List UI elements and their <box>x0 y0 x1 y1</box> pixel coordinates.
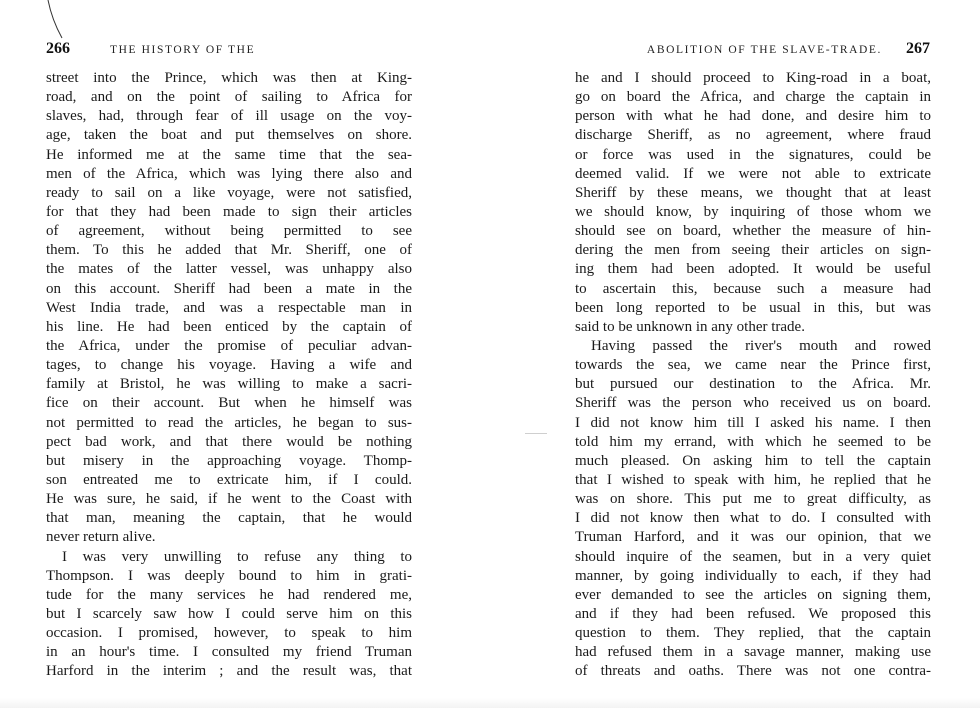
text-line: of threats and oaths. There was not one contra- <box>575 663 931 680</box>
pencil-mark <box>42 0 66 40</box>
text-line: ready to sail on a like voyage, were not satisfied, <box>46 184 412 201</box>
scan-edge <box>0 698 980 708</box>
running-head-left: THE HISTORY OF THE <box>110 44 256 56</box>
right-page <box>490 0 980 708</box>
left-page-header <box>46 40 412 60</box>
text-line: should inquire of the seamen, but in a very quiet <box>575 548 931 565</box>
text-line: tude for the many services he had rendered me, <box>46 586 412 603</box>
right-page-header <box>622 40 930 60</box>
text-line: dering the men from seeing their articles on sign- <box>575 242 931 259</box>
text-line: slaves, had, through fear of ill usage on the voy- <box>46 108 412 125</box>
text-line: the Africa, under the promise of peculiar advan- <box>46 337 412 354</box>
text-line: that I wished to speak with him, he replied that he <box>575 471 931 488</box>
text-line: in an hour's time. I consulted my friend Truman <box>46 644 412 661</box>
text-line: had refused them in a savage manner, making use <box>575 644 931 661</box>
running-head-right: ABOLITION OF THE SLAVE-TRADE. <box>646 44 882 56</box>
text-line: tages, to change his voyage. Having a wife and <box>46 357 412 374</box>
text-line: street into the Prince, which was then at King- <box>46 70 412 86</box>
text-line: I did not know him till I asked his name. I then <box>575 414 931 431</box>
text-line: said to be unknown in any other trade. <box>575 318 805 335</box>
text-line: been long reported to be usual in this, but was <box>575 299 931 316</box>
left-page-body <box>46 69 412 682</box>
text-line: manner, by going individually to each, if they had <box>575 567 931 584</box>
text-line: towards the sea, we came near the Prince first, <box>575 357 931 374</box>
text-line: he and I should proceed to King-road in a boat, <box>575 70 931 86</box>
page-number-left: 266 <box>46 40 70 57</box>
text-line: fice on their account. But when he himself was <box>46 395 412 412</box>
text-line: his line. He had been enticed by the captain of <box>46 318 412 335</box>
text-line: question to them. They replied, that the captain <box>575 625 931 642</box>
text-line: Thompson. I was deeply bound to him in grati- <box>46 567 412 584</box>
text-line: for that they had been made to sign their articles <box>46 203 412 220</box>
text-line: discharge Sheriff, as no agreement, where fraud <box>575 127 931 144</box>
text-line: was on shore. This put me to great difficulty, as <box>575 491 931 508</box>
text-line: West India trade, and was a respectable man in <box>46 299 412 316</box>
text-line: pect bad work, and that there would be nothing <box>46 433 412 450</box>
text-line: we should know, by inquiring of those whom we <box>575 203 931 220</box>
text-line: Sheriff by these means, we thought that at least <box>575 184 931 201</box>
text-line: age, taken the boat and put themselves on shore. <box>46 127 412 144</box>
text-line: never return alive. <box>46 529 156 546</box>
text-line: person with what he had done, and desire him to <box>575 108 931 125</box>
text-line: deemed valid. If we were not able to extricate <box>575 165 931 182</box>
text-line: son entreated me to extricate him, if I could. <box>46 471 412 488</box>
text-line: He was sure, he said, if he went to the Coast with <box>46 491 412 508</box>
text-line: much pleased. On asking him to tell the captain <box>575 452 931 469</box>
text-line: told him my errand, with which he seemed to be <box>575 433 931 450</box>
text-line: go on board the Africa, and charge the captain in <box>575 89 931 106</box>
text-line: Harford in the interim ; and the result was, that <box>46 663 412 680</box>
text-line: Truman Harford, and it was our opinion, that we <box>575 529 931 546</box>
text-line: I did not know then what to do. I consulted with <box>575 510 931 527</box>
right-page-body <box>575 69 931 682</box>
text-line: but I scarcely saw how I could serve him on this <box>46 605 412 622</box>
text-line: of agreement, without being permitted to see <box>46 223 412 240</box>
text-line: but pursued our destination to the Africa. Mr. <box>575 376 931 393</box>
text-line: ing them had been adopted. It would be useful <box>575 261 931 278</box>
text-line: Having passed the river's mouth and rowed <box>591 337 931 354</box>
text-line: that man, meaning the captain, that he would <box>46 510 412 527</box>
text-line: I was very unwilling to refuse any thing to <box>62 548 412 565</box>
text-line: Sheriff was the person who received us on board. <box>575 395 931 412</box>
text-line: occasion. I promised, however, to speak to him <box>46 625 412 642</box>
text-line: road, and on the point of sailing to Africa for <box>46 89 412 106</box>
text-line: He informed me at the same time that the sea- <box>46 146 412 163</box>
text-line: to ascertain this, because such a measure had <box>575 280 931 297</box>
text-line: on this account. Sheriff had been a mate in the <box>46 280 412 297</box>
text-line: should see on board, whether the measure of hin- <box>575 223 931 240</box>
text-line: or force was used in the signatures, could be <box>575 146 931 163</box>
text-line: them. To this he added that Mr. Sheriff, one of <box>46 242 412 259</box>
text-line: family at Bristol, he was willing to make a sacri- <box>46 376 412 393</box>
page-number-right: 267 <box>906 40 930 57</box>
text-line: not permitted to read the articles, he began to sus- <box>46 414 412 431</box>
text-line: men of the Africa, which was lying there also and <box>46 165 412 182</box>
text-line: and if they had been refused. We proposed this <box>575 605 931 622</box>
text-line: the mates of the latter vessel, was unhappy also <box>46 261 412 278</box>
text-line: ever demanded to see the articles on signing them, <box>575 586 931 603</box>
text-line: but misery in the approaching voyage. Thomp- <box>46 452 412 469</box>
